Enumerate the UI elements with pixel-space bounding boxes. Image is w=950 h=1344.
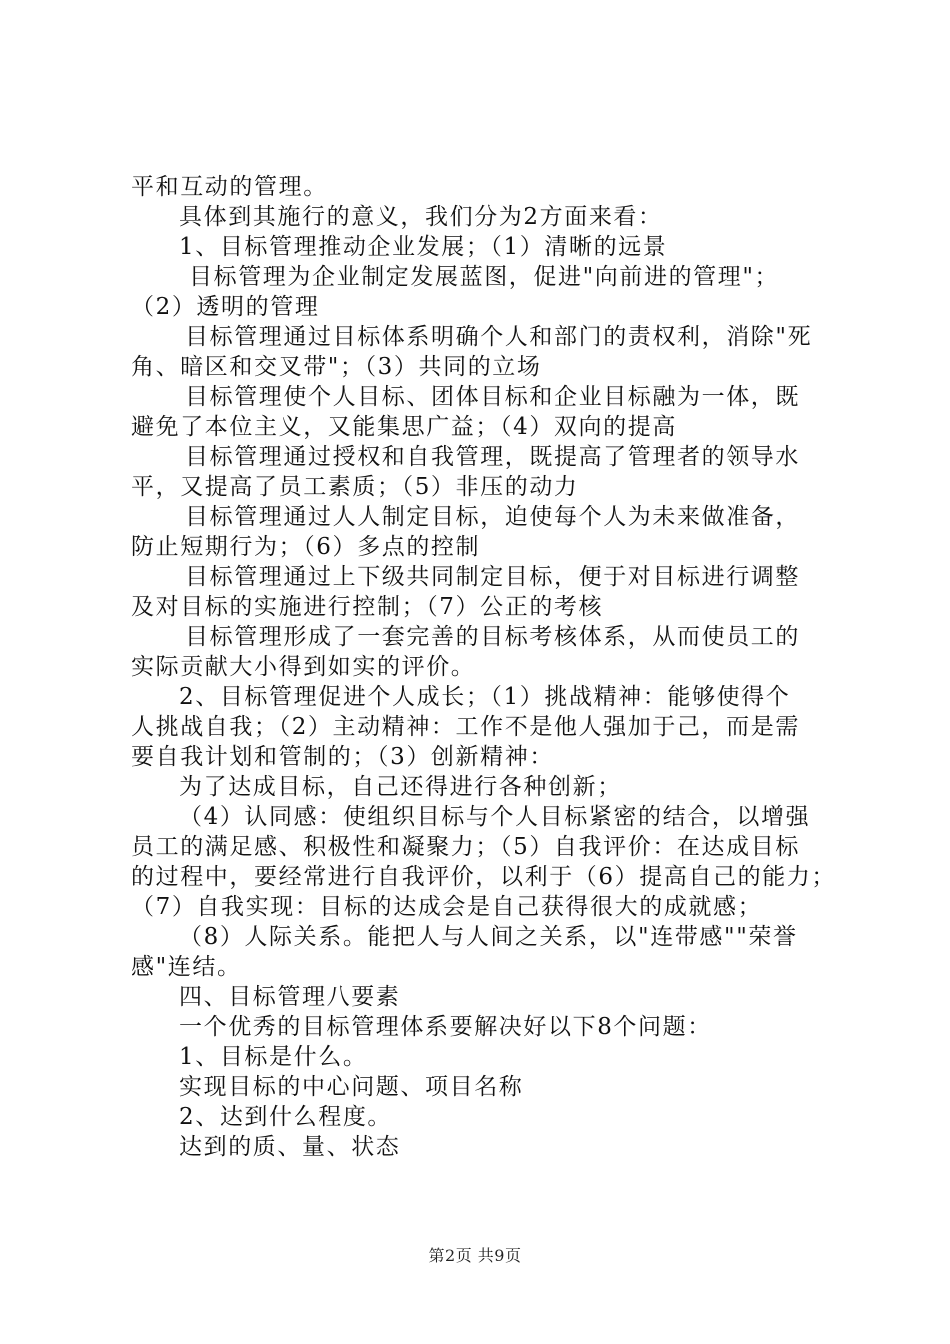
text-line: 人挑战自我；（2）主动精神：工作不是他人强加于己，而是需 (131, 714, 800, 740)
text-line: 达到的质、量、状态 (179, 1134, 401, 1160)
text-line: 要自我计划和管制的；（3）创新精神： (131, 744, 554, 770)
text-line: 为了达成目标，自己还得进行各种创新； (179, 774, 622, 800)
text-line: 平，又提高了员工素质；（5）非压的动力 (131, 474, 579, 500)
text-line: 角、暗区和交叉带"；（3）共同的立场 (131, 354, 542, 380)
text-line: 2、目标管理促进个人成长；（1）挑战精神：能够使得个 (179, 684, 791, 710)
text-line: 目标管理使个人目标、团体目标和企业目标融为一体，既 (185, 384, 800, 410)
text-line: 1、目标管理推动企业发展；（1）清晰的远景 (179, 234, 668, 260)
text-line: 2、达到什么程度。 (179, 1104, 393, 1130)
text-line: 实际贡献大小得到如实的评价。 (131, 654, 476, 680)
page-footer: 第2页 共9页 (428, 1246, 522, 1265)
text-line: 一个优秀的目标管理体系要解决好以下8个问题： (179, 1014, 712, 1040)
text-line: 目标管理通过人人制定目标，迫使每个人为未来做准备， (185, 504, 800, 530)
text-line: （4）认同感：使组织目标与个人目标紧密的结合，以增强 (179, 804, 811, 830)
text-line: 目标管理通过授权和自我管理，既提高了管理者的领导水 (185, 444, 800, 470)
text-line: 防止短期行为；（6）多点的控制 (131, 534, 481, 560)
text-line: （7）自我实现：目标的达成会是自己获得很大的成就感； (131, 894, 763, 920)
text-line: 四、目标管理八要素 (179, 984, 401, 1010)
text-line: 目标管理通过目标体系明确个人和部门的责权利，消除"死 (185, 324, 813, 350)
text-line: 目标管理形成了一套完善的目标考核体系，从而使员工的 (185, 624, 800, 650)
text-line: 平和互动的管理。 (131, 174, 328, 200)
text-line: （8）人际关系。能把人与人间之关系，以"连带感""荣誉 (179, 924, 798, 950)
text-line: 1、目标是什么。 (179, 1044, 368, 1070)
text-line: 员工的满足感、积极性和凝聚力；（5）自我评价：在达成目标 (131, 834, 800, 860)
text-line: 避免了本位主义，又能集思广益；（4）双向的提高 (131, 414, 677, 440)
text-line: 感"连结。 (131, 954, 242, 980)
text-line: 的过程中，要经常进行自我评价，以利于（6）提高自己的能力； (131, 864, 837, 890)
document-body (131, 172, 837, 1162)
text-line: 目标管理为企业制定发展蓝图，促进"向前进的管理"； (189, 264, 780, 290)
text-line: 实现目标的中心问题、项目名称 (179, 1074, 524, 1100)
text-line: 及对目标的实施进行控制；（7）公正的考核 (131, 594, 604, 620)
text-line: 具体到其施行的意义，我们分为2方面来看： (179, 204, 663, 230)
text-line: 目标管理通过上下级共同制定目标，便于对目标进行调整 (185, 564, 800, 590)
text-line: （2）透明的管理 (131, 294, 320, 320)
